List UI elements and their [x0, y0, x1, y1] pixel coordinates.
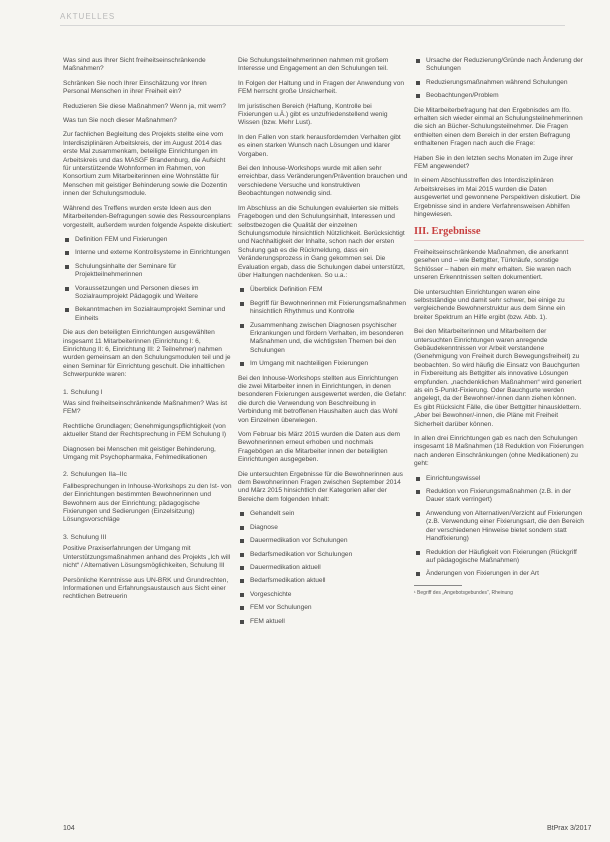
paragraph: Fallbesprechungen in Inhouse-Workshops zu den Ist- von der Einrichtungen bestimmten Bewohnerinnen und Bewohnern aus der Einrichtung; pädagogische Fixierungen und Sedierungen (Einzelsitzung) Lösungsvorschläge [63, 482, 232, 524]
paragraph: Haben Sie in den letzten sechs Monaten im Zuge ihrer FEM angewendet? [414, 154, 574, 171]
paragraph: Die untersuchten Einrichtungen waren eine selbstständige und damit sehr schwer, bei einige zu vergleichende Bewohnerstruktur aus dem Sinne ein breiter Spektrum an Hilfe ergibt (bzw. Abb. 1). [414, 288, 566, 321]
column-3 [414, 57, 584, 597]
paragraph: Vom Februar bis März 2015 wurden die Daten aus dem Bewohnerinnen erneut erhoben und nochmals Fragebögen an die Mitarbeiter innen der beteiligten Einrichtungen ausgegeben. [238, 431, 400, 464]
page-number: 104 [63, 825, 75, 832]
paragraph: Im Abschluss an die Schulungen evaluierten sie mittels Fragebogen und den Schulungsinhalt, Interessen und selbstbezogen die Qualität der einzelnen Schulungsmodule hinsichtlich Nützlichkeit. Berücksichtigt und Nachhaltigkeit der Inhalte, schon nach der ersten Schulung gab es die Rückmeldung, dass ein Veränderungsprozess in Gang gekommen sei. Die Evaluation ergab, dass die Schulungen dabei unterstützt, über Haltungen nachdenken. So u.a.: [238, 204, 405, 279]
paragraph: Im juristischen Bereich (Haftung, Kontrolle bei Fixierungen u.Ä.) gibt es unzufriedenstellend wenig Wissen (bzw. Mehr Lust). [238, 102, 388, 127]
list-item: Dauermedikation aktuell [238, 564, 408, 572]
paragraph: Freiheitseinschränkende Maßnahmen, die anerkannt gesehen und – wie Bettgitter, Türknäufe, sonstige Schlösser – haben ein mehr erhalten. Sie waren nach unseren Erkenntnissen selten dokumentiert. [414, 248, 571, 282]
paragraph: Positive Praxiserfahrungen der Umgang mit Unterstützungsmaßnahmen anhand des Projekts „Ich will nicht“ / Alternativen Lösungsmöglichkeiten, Schulung III [63, 545, 231, 570]
footnote-rule [414, 585, 462, 586]
bullet-list [238, 510, 408, 626]
paragraph: Persönliche Kenntnisse aus UN-BRK und Grundrechten, Informationen und Erfahrungsaustausch aus Sicht einer rechtlichen Betreuerin [63, 576, 229, 601]
question-4: Was tun Sie noch dieser Maßnahmen? [63, 117, 177, 125]
list-item: Bekanntmachen im Sozialraumprojekt Seminar und Einheits [63, 306, 233, 323]
bullet-list [414, 57, 584, 101]
footnote: ¹ Begriff des „Angebotsgebundes“, Rheinung [414, 589, 513, 596]
list-item: Vorgeschichte [238, 591, 408, 599]
paragraph: In allen drei Einrichtungen gab es nach den Schulungen insgesamt 18 Maßnahmen (18 Reduktion von Fixierungen nach anderen Einschränkungen (ohne Medikationen) zu geht: [414, 435, 584, 468]
list-item: Anwendung von Alternativen/Verzicht auf Fixierungen (z.B. Verwendung einer Fixierungsart, die den Bereich der verschiedenen Hinweise bietet sondern statt Handfixierung) [414, 510, 584, 544]
question-1: Was sind aus Ihrer Sicht freiheitseinschränkende Maßnahmen? [63, 57, 206, 73]
bullet-list [238, 286, 408, 368]
paragraph: In Folgen der Haltung und in Fragen der Anwendung von FEM herrscht große Unsicherheit. [238, 79, 405, 96]
list-item: Bedarfsmedikation aktuell [238, 577, 408, 585]
bullet-list [414, 475, 584, 579]
section-header: AKTUELLES [60, 12, 116, 21]
paragraph: In den Fallen von stark herausfordernden Verhalten gibt es einen starken Wunsch nach Lösungen und klarer Vorgaben. [238, 133, 401, 158]
column-2 [238, 57, 408, 632]
header-rule [60, 25, 565, 26]
column-1 [63, 57, 233, 608]
list-item: Begriff für Bewohnerinnen mit Fixierungsmaßnahmen hinsichtlich Rhythmus und Kontrolle [238, 300, 408, 317]
paragraph: Die Schulungsteilnehmerinnen nahmen mit großem Interesse und Engagement an den Schulungen teil. [238, 57, 389, 73]
list-item: Ursache der Reduzierung/Gründe nach Änderung der Schulungen [414, 57, 584, 74]
list-item: Voraussetzungen und Personen dieses im Sozialraumprojekt Pädagogik und Weitere [63, 285, 233, 302]
paragraph: Während des Treffens wurden erste Ideen aus den Mitarbeitenden-Befragungen sowie des Ressourcenplans vorgestellt, außerdem wurden folgende Aspekte diskutiert: [63, 204, 233, 229]
list-item: Beobachtungen/Problem [414, 92, 584, 100]
paragraph: Bei den Inhouse-Workshops stellten aus Einrichtungen die zwei Mitarbeiter innen in Einrichtungen, in denen besonderen Fixierungen ausgewertet werden, die Gefahr: die durch die Verwendung von Beschreibung in Verbindung mit betroffenen Haushalten auch das Wohl von Einzelnen überwiegen. [238, 374, 407, 424]
list-item: Definition FEM und Fixierungen [63, 236, 233, 244]
subheading: 1. Schulung I [63, 388, 103, 396]
list-item: Überblick Definition FEM [238, 286, 408, 294]
paragraph: Bei den Inhouse-Workshops wurde mit allen sehr erreichbar, dass Veränderungen/Prävention brauchen und verschiedene Versuche und konstruktiven Beobachtungen notwendig sind. [238, 165, 408, 198]
list-item: Bedarfsmedikation vor Schulungen [238, 551, 408, 559]
paragraph: Rechtliche Grundlagen; Genehmigungspflichtigkeit (von aktueller Stand der Rechtsprechung in FEM Schulung I) [63, 422, 227, 439]
list-item: Interne und externe Kontrollsysteme in Einrichtungen [63, 249, 233, 257]
subheading: 2. Schulungen IIa–IIc [63, 471, 127, 479]
list-item: Zusammenhang zwischen Diagnosen psychischer Erkrankungen und fördern Verhalten, im besonderen Maßnahmen und, die wichtigsten Themen bei den Schulungen [238, 322, 408, 356]
paragraph: Bei den Mitarbeiterinnen und Mitarbeitern der untersuchten Einrichtungen waren anregende Gebäudekenntnissen vor Arbeit verstandene (Genehmigung von Freiheit durch Bewegungsfreiheit) zu beobachten. So wird häufig die Einsatz von Bauchgurten in Fixbereitung als Bettgitter als innovative Lösungen empfunden. „nachdenklichen Maßnahmen“ wird generiert als ein 5-Punkt-Fixierung. Oder Bauchgurte werden angelegt, da der Bewohner/-innen dann ziehen können. Es gibt Rücksicht Fälle, die über Bettgitter hinausklettern. „Aber bei Bewohner/-innen, die Pläne mit Freiheit Sicherheit darüber können. [414, 328, 582, 428]
list-item: Änderungen von Fixierungen in der Art [414, 570, 584, 578]
question-2: Schränken Sie noch Ihrer Einschätzung vor Ihren Personal Menschen in ihrer Freiheit ein? [63, 79, 207, 96]
list-item: Einrichtungswissel [414, 475, 584, 483]
list-item: FEM aktuell [238, 618, 408, 626]
list-item: FEM vor Schulungen [238, 604, 408, 612]
subheading: 3. Schulung III [63, 533, 107, 541]
paragraph: In einem Abschlusstreffen des Interdisziplinären Arbeitskreises im Mai 2015 wurden die Daten ausgewertet und gewonnene Perspektiven diskutiert. Die Ergebnisse sind in andere Verfahrensweisen Abhilfen hingewiesen. [414, 177, 581, 219]
paragraph: Zur fachlichen Begleitung des Projekts stellte eine vom Interdisziplinären Arbeitskreis, der im August 2014 das erste Mal zusammenkam, beteiligte Einrichtungen im Arbeitskreis und das MASGF Brandenburg, die Aufsicht für unterstützende Wohnformen im Rahmen, von Konsortium zum Mitarbeiterinnen eine Wohnstätte für Menschen mit geistiger Behinderung sowie die Dozentin innen der Schulungsmodule. [63, 131, 228, 198]
list-item: Gehandelt sein [238, 510, 408, 518]
list-item: Im Umgang mit nachteiligen Fixierungen [238, 360, 408, 368]
journal-issue: BtPrax 3/2017 [547, 825, 592, 832]
list-item: Reduzierungsmaßnahmen während Schulungen [414, 79, 584, 87]
question-3: Reduzieren Sie diese Maßnahmen? Wenn ja, mit wem? [63, 102, 226, 110]
paragraph: Was sind freiheitseinschränkende Maßnahmen? Was ist FEM? [63, 400, 228, 416]
list-item: Reduktion der Häufigkeit von Fixierungen (Rückgriff auf pädagogische Maßnahmen) [414, 549, 584, 566]
list-item: Diagnose [238, 524, 408, 532]
paragraph: Die Mitarbeiterbefragung hat den Ergebnisdes am Ifo. erhalten sich wieder einmal an Schulungsteilnehmerinnen die sich an Bücher-Schulungsteilnehmer. Die Fragen enthielten einen dem Bereich in der ersten Befragung enthaltenen Fragen nach auch die Frage: [414, 106, 583, 148]
bullet-list [63, 236, 233, 323]
list-item: Dauermedikation vor Schulungen [238, 537, 408, 545]
list-item: Schulungsinhalte der Seminare für Projektteilnehmerinnen [63, 263, 233, 280]
paragraph: Die untersuchten Ergebnisse für die Bewohnerinnen aus dem Bewohnerinnen Fragen zwischen September 2014 und März 2015 hinsichtlich der Kategorien aller der Bereiche dem folgenden Inhalt: [238, 470, 403, 503]
paragraph: Die aus den beteiligten Einrichtungen ausgewählten insgesamt 11 Mitarbeiterinnen (Einrichtung I: 6, Einrichtung II: 6, Einrichtung III: 2 Teilnehmer) nahmen wurden gemeinsam an den Schulungsmodulen teil und je einen Seminar für Einrichtung geschult. Die inhaltlichen Schwerpunkte waren: [63, 329, 231, 379]
list-item: Reduktion von Fixierungsmaßnahmen (z.B. in der Dauer stark verringert) [414, 488, 584, 505]
paragraph: Diagnosen bei Menschen mit geistiger Behinderung, Umgang mit Psychopharmaka, Fehlmedikationen [63, 445, 216, 462]
section-title-results: III. Ergebnisse [414, 228, 584, 241]
